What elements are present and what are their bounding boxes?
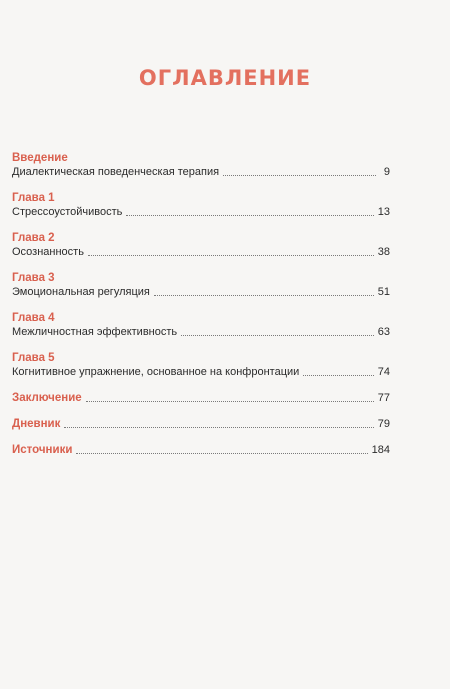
toc-heading: Глава 5 [12, 352, 55, 364]
dot-leader [181, 335, 374, 336]
toc-entry-chapter-2[interactable] [12, 231, 390, 259]
page-number: 184 [371, 444, 390, 456]
toc-entry-title: Когнитивное упражнение, основанное на конфронтации [12, 366, 300, 378]
toc-line [12, 391, 390, 405]
toc-entry-title: Межличностная эффективность [12, 326, 178, 338]
toc-entry-conclusion[interactable] [12, 391, 390, 405]
toc-entry-title: Дневник [12, 418, 61, 430]
page-number: 9 [383, 166, 390, 178]
dot-leader [223, 175, 376, 176]
toc-entry-title: Диалектическая поведенческая терапия [12, 166, 220, 178]
dot-leader [86, 401, 374, 402]
page-number: 51 [377, 286, 390, 298]
toc-heading: Глава 3 [12, 272, 55, 284]
dot-leader [154, 295, 374, 296]
toc-heading: Глава 4 [12, 312, 55, 324]
toc-entry-title: Эмоциональная регуляция [12, 286, 150, 298]
toc-entry-title: Стрессоустойчивость [12, 206, 123, 218]
page-number: 13 [377, 206, 390, 218]
toc-heading: Введение [12, 152, 68, 164]
toc-entry-chapter-5[interactable] [12, 351, 390, 379]
toc-line [12, 165, 390, 179]
toc-entry-chapter-4[interactable] [12, 311, 390, 339]
dot-leader [126, 215, 373, 216]
toc-entry-chapter-1[interactable] [12, 191, 390, 219]
toc-line [12, 245, 390, 259]
toc-entry-diary[interactable] [12, 417, 390, 431]
toc-heading: Глава 1 [12, 192, 55, 204]
toc-line [12, 365, 390, 379]
dot-leader [76, 453, 367, 454]
table-of-contents [12, 151, 390, 457]
toc-entry-intro[interactable] [12, 151, 390, 179]
page-number: 38 [377, 246, 390, 258]
toc-entry-title: Осознанность [12, 246, 84, 258]
toc-line [12, 443, 390, 457]
page-number: 63 [377, 326, 390, 338]
toc-entry-title: Источники [12, 444, 73, 456]
dot-leader [88, 255, 374, 256]
dot-leader [64, 427, 373, 428]
toc-line [12, 285, 390, 299]
toc-entry-chapter-3[interactable] [12, 271, 390, 299]
page-number: 79 [377, 418, 390, 430]
toc-heading: Глава 2 [12, 232, 55, 244]
toc-line [12, 417, 390, 431]
page-title: ОГЛАВЛЕНИЕ [138, 66, 312, 90]
toc-entry-title: Заключение [12, 392, 82, 404]
toc-line [12, 205, 390, 219]
toc-entry-sources[interactable] [12, 443, 390, 457]
toc-line [12, 325, 390, 339]
page-number: 77 [377, 392, 390, 404]
dot-leader [303, 375, 373, 376]
page-number: 74 [377, 366, 390, 378]
